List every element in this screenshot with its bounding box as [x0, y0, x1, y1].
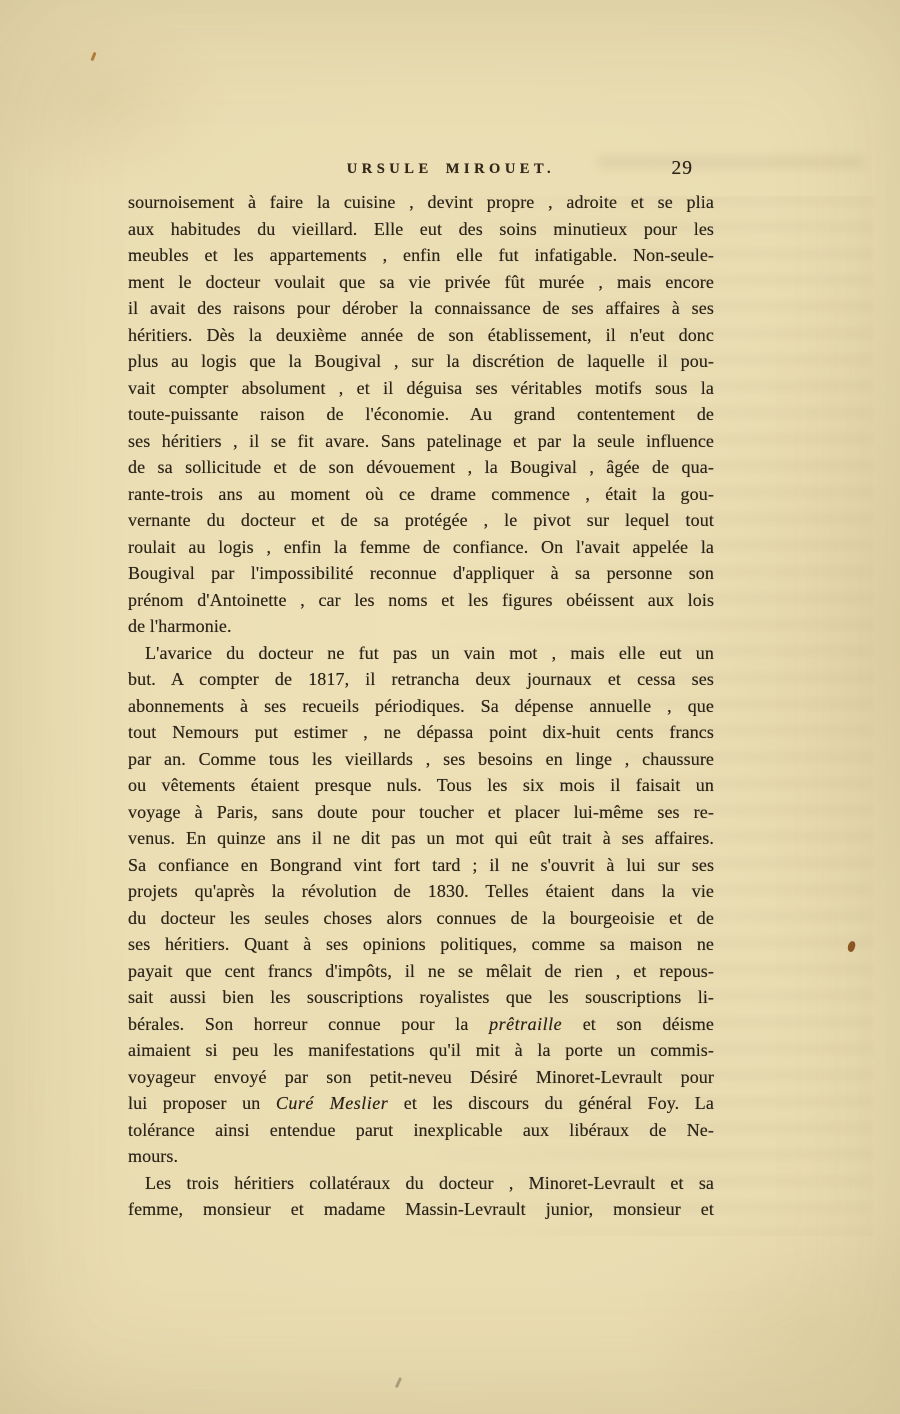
text-segment: bérales. Son horreur connue pour la: [128, 1013, 490, 1034]
text-line: [128, 1037, 714, 1064]
text-line: [128, 1196, 714, 1223]
text-block: [128, 189, 714, 1223]
text-line-content: venus. En quinze ans il ne dit pas un mot qui eût trait à ses affaires.: [128, 828, 714, 848]
text-line-content: prénom d'Antoinette , car les noms et les figures obéissent aux lois: [128, 589, 715, 610]
page-number: 29: [671, 158, 693, 179]
ink-speck: [90, 52, 96, 61]
text-line: [128, 746, 714, 773]
text-line: [128, 931, 714, 958]
text-line-content: de l'harmonie.: [128, 616, 232, 636]
text-line-content: toute-puissante raison de l'économie. Au grand contentement de: [128, 404, 715, 424]
text-line: [128, 534, 714, 561]
text-line: [128, 878, 714, 905]
paragraph: [128, 189, 714, 640]
text-line: [128, 1011, 714, 1038]
text-line: [128, 772, 714, 799]
text-line: [128, 984, 714, 1011]
text-line-content: par an. Comme tous les vieillards , ses besoins en linge , chaussure: [128, 748, 715, 769]
text-line-content: aimaient si peu les manifestations qu'il mit à la porte un commis-: [128, 1040, 715, 1060]
text-line: [128, 560, 714, 587]
text-line: [128, 375, 714, 402]
text-line-content: il avait des raisons pour dérober la connaissance de ses affaires à ses: [128, 298, 714, 318]
text-line: [128, 905, 714, 932]
text-segment: et les discours du général Foy. La: [388, 1093, 714, 1113]
text-line: [128, 666, 714, 693]
text-line-content: héritiers. Dès la deuxième année de son établissement, il n'eut donc: [128, 324, 714, 345]
text-segment: lui proposer un: [128, 1093, 276, 1113]
text-line-content: de sa sollicitude et de son dévouement , la Bougival , âgée de qua-: [128, 457, 714, 477]
italic-text: Curé Meslier: [275, 1093, 389, 1113]
text-line-content: ment le docteur voulait que sa vie privée fût murée , mais encore: [128, 271, 714, 292]
text-line: [128, 507, 714, 534]
text-line: [128, 348, 714, 375]
text-line-content: ses héritiers , il se fit avare. Sans patelinage et par la seule influence: [128, 430, 715, 451]
italic-text: prêtraille: [489, 1013, 563, 1034]
text-line-content: roulait au logis , enfin la femme de confiance. On l'avait appelée la: [128, 536, 715, 557]
paragraph: [128, 640, 714, 1170]
text-line-content: mours.: [128, 1146, 179, 1166]
text-line-content: Bougival par l'impossibilité reconnue d'appliquer à sa personne son: [128, 563, 714, 583]
text-line-content: tout Nemours put estimer , ne dépassa point dix-huit cents francs: [128, 722, 714, 742]
text-line-content: voyageur envoyé par son petit-neveu Désiré Minoret-Levrault pour: [128, 1066, 714, 1087]
text-line-content: but. A compter de 1817, il retrancha deux journaux et cessa ses: [128, 669, 714, 689]
text-line-content: ses héritiers. Quant à ses opinions politiques, comme sa maison ne: [128, 934, 715, 954]
text-line-content: plus au logis que la Bougival , sur la discrétion de laquelle il pou-: [128, 351, 715, 371]
text-line: [128, 1143, 714, 1170]
ink-speck: [395, 1377, 402, 1388]
text-line-content: voyage à Paris, sans doute pour toucher et placer lui-même ses re-: [128, 801, 714, 822]
text-line: [128, 428, 714, 455]
text-line: [128, 719, 714, 746]
text-segment: et son déisme: [562, 1013, 714, 1034]
text-line-content: vait compter absolument , et il déguisa ses véritables motifs sous la: [128, 377, 714, 398]
text-line-content: tolérance ainsi entendue parut inexplicable aux libéraux de Ne-: [128, 1119, 714, 1140]
text-line-content: aux habitudes du vieillard. Elle eut des soins minutieux pour les: [128, 218, 715, 239]
text-line: [128, 587, 714, 614]
text-line-content: du docteur les seules choses alors connues de la bourgeoisie et de: [128, 907, 714, 928]
text-line-content: payait que cent francs d'impôts, il ne se mêlait de rien , et repous-: [128, 960, 714, 981]
text-line: [128, 189, 714, 216]
text-line-content: vernante du docteur et de sa protégée , le pivot sur lequel tout: [128, 510, 714, 530]
text-line: [128, 1090, 714, 1117]
text-line-content: ou vêtements étaient presque nuls. Tous les six mois il faisait un: [128, 775, 714, 795]
text-line-content: Les trois héritiers collatéraux du docteur , Minoret-Levrault et sa: [145, 1172, 715, 1193]
text-line: [128, 693, 714, 720]
text-line: [128, 640, 714, 667]
text-line: [128, 481, 714, 508]
text-line-content: [128, 1014, 714, 1034]
running-head: [128, 160, 714, 186]
text-line: [128, 852, 714, 879]
text-line: [128, 454, 714, 481]
text-line-content: [128, 1093, 714, 1113]
text-line: [128, 295, 714, 322]
paragraph: [128, 1170, 714, 1223]
text-line-content: sait aussi bien les souscriptions royalistes que les souscriptions li-: [128, 987, 715, 1007]
text-line-content: Sa confiance en Bongrand vint fort tard ; il ne s'ouvrit à lui sur ses: [128, 854, 715, 875]
text-line: [128, 1117, 714, 1144]
text-line-content: abonnements à ses recueils périodiques. Sa dépense annuelle , que: [128, 695, 714, 716]
text-line: [128, 1170, 714, 1197]
text-line: [128, 216, 714, 243]
text-line: [128, 613, 714, 640]
text-line: [128, 799, 714, 826]
text-line-content: femme, monsieur et madame Massin-Levrault junior, monsieur et: [128, 1199, 714, 1219]
text-line-content: sournoisement à faire la cuisine , devint propre , adroite et se plia: [128, 192, 714, 212]
text-line-content: meubles et les appartements , enfin elle fut infatigable. Non-seule-: [128, 245, 715, 265]
text-line-content: rante-trois ans au moment où ce drame commence , était la gou-: [128, 483, 714, 504]
text-line-content: projets qu'après la révolution de 1830. Telles étaient dans la vie: [128, 881, 715, 901]
text-line: [128, 242, 714, 269]
text-line: [128, 269, 714, 296]
text-line: [128, 1064, 714, 1091]
text-line-content: L'avarice du docteur ne fut pas un vain mot , mais elle eut un: [145, 642, 714, 663]
text-line: [128, 401, 714, 428]
running-title: URSULE MIROUET.: [346, 161, 556, 177]
text-line: [128, 958, 714, 985]
text-line: [128, 825, 714, 852]
text-line: [128, 322, 714, 349]
